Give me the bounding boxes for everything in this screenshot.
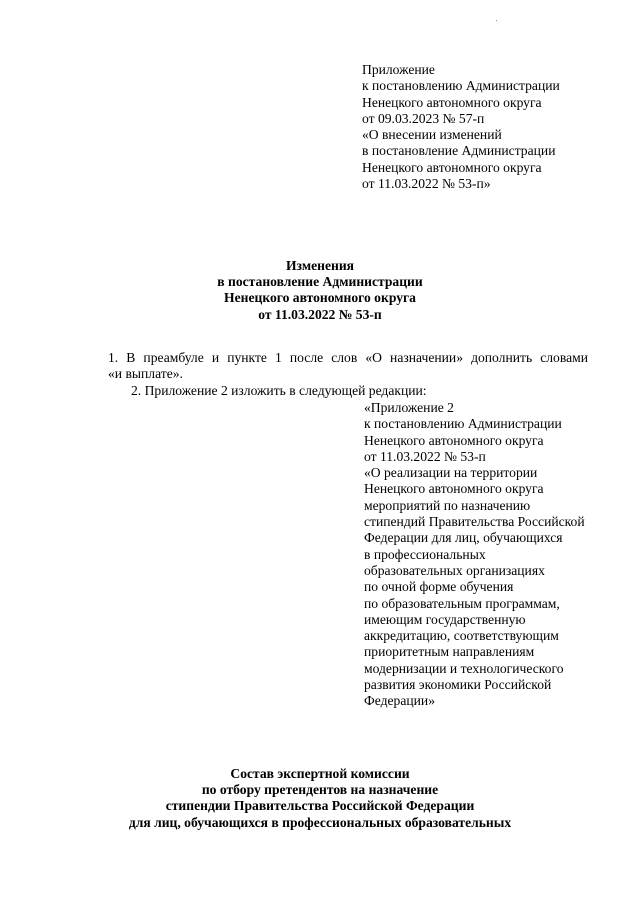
appendix-2-line: Федерации» [364,693,435,709]
appendix-2-line: в профессиональных [364,546,486,562]
title-line: Ненецкого автономного округа [224,290,416,306]
commission-line: Состав экспертной комиссии [230,766,410,781]
appendix-2-line: модернизации и технологического [364,660,564,676]
appendix-2-line: по очной форме обучения [364,579,514,595]
appendix-2-line: Ненецкого автономного округа [364,432,544,448]
item-2-text: 2. Приложение 2 изложить в следующей редакции: [131,383,427,398]
appendix-header-line: к постановлению Администрации [362,78,560,94]
appendix-2-line: имеющим государственную [364,611,526,627]
appendix-2-line: стипендий Правительства Российской [364,514,585,530]
appendix-2-header [364,400,634,710]
appendix-2-line: «Приложение 2 [364,400,454,415]
document-title [0,258,640,323]
commission-line: стипендии Правительства Российской Федерации [165,798,475,814]
commission-line: для лиц, обучающихся в профессиональных образовательных [128,814,512,830]
appendix-2-line: образовательных организациях [364,562,545,578]
title-line: Изменения [285,258,355,273]
appendix-2-line: от 11.03.2022 № 53-п [364,448,486,464]
appendix-header-line: от 09.03.2023 № 57-п [362,110,485,126]
appendix-2-line: Ненецкого автономного округа [364,481,544,497]
appendix-header-line: Ненецкого автономного округа [362,159,542,175]
appendix-2-line: по образовательным программам, [364,595,560,611]
commission-heading [0,766,640,831]
item-1-continuation: «и выплате». [108,366,183,381]
title-line: от 11.03.2022 № 53-п [258,306,382,322]
appendix-2-line: аккредитацию, соответствующим [364,628,559,644]
scan-speck [496,20,497,21]
appendix-2-line: «О реализации на территории [364,465,538,481]
appendix-2-line: приоритетным направлениям [364,644,535,660]
appendix-header [362,62,632,192]
title-line: в постановление Администрации [217,274,423,290]
appendix-2-line: мероприятий по назначению [364,497,531,513]
appendix-2-line: к постановлению Администрации [364,416,562,432]
commission-line: по отбору претендентов на назначение [201,782,439,798]
appendix-2-line: развития экономики Российской [364,677,552,693]
appendix-header-line: от 11.03.2022 № 53-п» [362,176,491,192]
appendix-header-line: Приложение [362,62,435,77]
appendix-header-line: Ненецкого автономного округа [362,94,542,110]
item-1-text: 1. В преамбуле и пункте 1 после слов «О назначении» дополнить словами [108,350,588,365]
appendix-2-line: Федерации для лиц, обучающихся [364,530,563,546]
appendix-header-line: «О внесении изменений [362,127,502,143]
appendix-header-line: в постановление Администрации [362,143,556,159]
